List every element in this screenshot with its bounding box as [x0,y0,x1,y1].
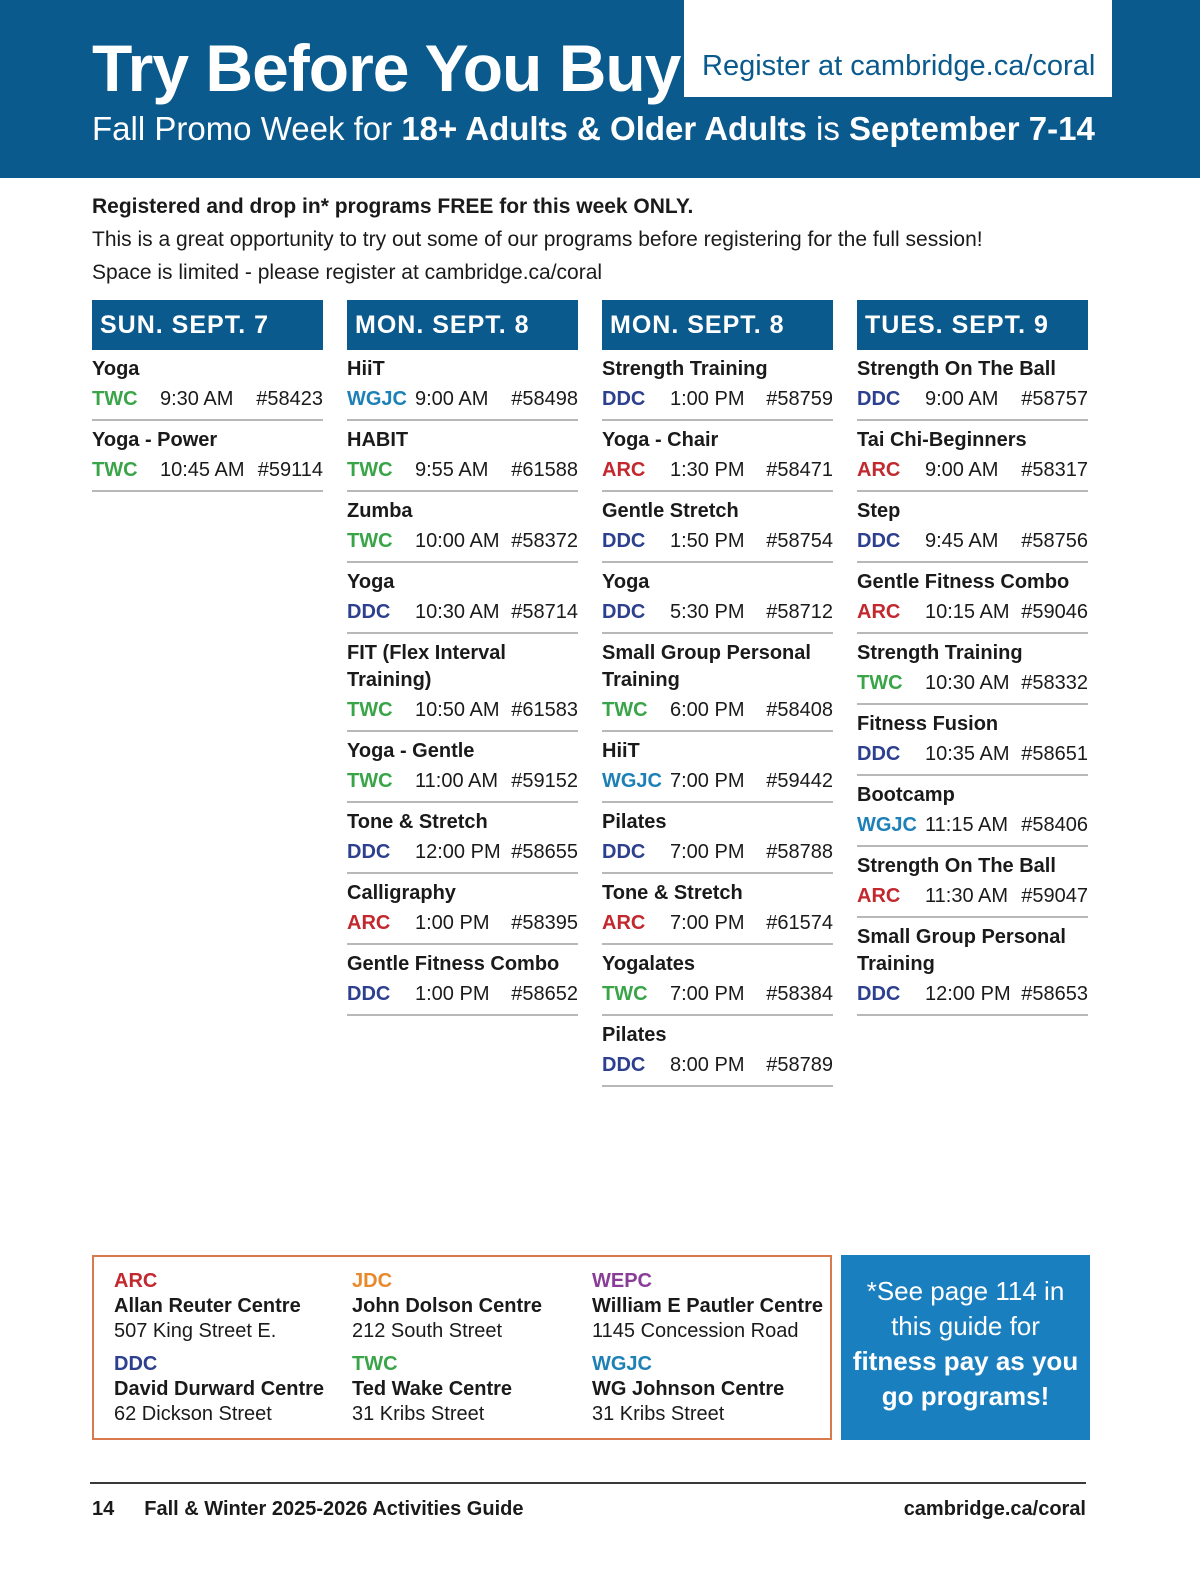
program-details [347,454,578,486]
program-location: TWC [347,530,393,552]
program-code: #59442 [766,770,833,792]
legend-entry [592,1352,784,1427]
program-location: ARC [347,912,391,934]
program-name: Pilates [602,811,667,833]
legend-address: 507 King Street E. [114,1320,277,1342]
program-code: #58408 [766,699,833,721]
program-name: Bootcamp [857,784,955,806]
program-time: 9:00 AM [415,388,489,410]
program-details [347,907,578,939]
program-time: 8:00 PM [670,1054,745,1076]
program-code: #58372 [511,530,578,552]
program-details [92,383,323,415]
program-code: #58332 [1021,672,1088,694]
program-location: TWC [92,388,138,410]
legend-name: David Durward Centre [114,1378,325,1400]
legend-abbr: DDC [114,1353,158,1375]
subtitle-connector: is [806,110,850,147]
program-location: ARC [857,885,901,907]
program-location: DDC [602,601,646,623]
legend-name: Ted Wake Centre [352,1378,513,1400]
program-location: ARC [857,601,901,623]
program-details [347,383,578,415]
program-details [602,525,833,557]
program-code: #59114 [257,459,323,481]
program-code: #58789 [766,1054,833,1076]
program-location: TWC [92,459,138,481]
subtitle-text: Fall Promo Week for [92,110,402,147]
program-item [602,1022,833,1087]
program-item [602,738,833,803]
program-time: 10:15 AM [925,601,1010,623]
program-details [602,978,833,1010]
program-name: Tai Chi-Beginners [857,429,1027,451]
program-location: DDC [857,983,901,1005]
program-code: #58788 [766,841,833,863]
program-item [857,569,1088,634]
legend-address: 62 Dickson Street [114,1403,272,1425]
program-time: 11:15 AM [925,814,1009,836]
program-name: Strength On The Ball [857,855,1056,877]
program-item [602,427,833,492]
program-time: 10:30 AM [415,601,500,623]
legend-address: 31 Kribs Street [592,1403,725,1425]
page-header [0,0,1200,178]
program-item [857,427,1088,492]
program-time: 1:00 PM [415,983,490,1005]
program-code: #58714 [511,601,578,623]
program-name: Yoga [347,571,395,593]
program-code: #58655 [511,841,578,863]
program-details [347,836,578,868]
program-location: DDC [347,841,391,863]
program-name: Tone & Stretch [347,811,488,833]
note-emphasis: go programs! [881,1381,1050,1411]
program-details [602,907,833,939]
program-code: #61574 [766,912,833,934]
day-header: SUN. SEPT. 7 [92,300,323,350]
program-code: #61583 [511,699,578,721]
program-item [602,809,833,874]
note-line: this guide for [891,1311,1040,1341]
program-details [602,596,833,628]
program-details [857,454,1088,486]
program-location: WGJC [347,388,407,410]
program-item [857,640,1088,705]
program-location: DDC [347,601,391,623]
day-header: TUES. SEPT. 9 [857,300,1088,350]
day-column [347,300,578,1016]
program-code: #58712 [766,601,833,623]
intro-headline: Registered and drop in* programs FREE for this week ONLY. [92,195,694,218]
program-location: ARC [602,459,646,481]
legend-entry [114,1352,324,1427]
program-code: #59046 [1021,601,1088,623]
program-location: DDC [602,530,646,552]
program-name: Small Group Personal Training [602,642,811,691]
program-location: TWC [347,459,393,481]
program-details [857,596,1088,628]
program-item [857,853,1088,918]
program-location: DDC [857,530,901,552]
day-header: MON. SEPT. 8 [602,300,833,350]
program-location: WGJC [602,770,662,792]
program-location: ARC [857,459,901,481]
program-location: DDC [347,983,391,1005]
program-item [92,356,323,421]
program-item [347,498,578,563]
program-time: 1:30 PM [670,459,745,481]
program-time: 10:45 AM [160,459,245,481]
legend-abbr: WEPC [592,1270,652,1292]
program-details [857,525,1088,557]
program-item [857,782,1088,847]
program-name: Calligraphy [347,882,456,904]
program-details [602,836,833,868]
program-details [857,738,1088,770]
program-location: DDC [857,743,901,765]
program-item [347,951,578,1016]
program-item [347,738,578,803]
program-item [602,640,833,732]
program-time: 1:50 PM [670,530,745,552]
program-item [347,640,578,732]
program-name: Gentle Stretch [602,500,739,522]
program-time: 9:30 AM [160,388,234,410]
program-name: Yogalates [602,953,695,975]
legend-address: 212 South Street [352,1320,503,1342]
program-time: 9:55 AM [415,459,489,481]
program-item [602,951,833,1016]
program-time: 11:00 AM [415,770,499,792]
program-name: FIT (Flex Interval Training) [347,642,506,691]
program-location: TWC [602,699,648,721]
legend-name: Allan Reuter Centre [114,1295,301,1317]
program-details [602,1049,833,1081]
program-item [92,427,323,492]
program-time: 5:30 PM [670,601,745,623]
page-number: 14 [92,1498,115,1520]
program-code: #58652 [511,983,578,1005]
register-box [684,0,1112,97]
program-details [347,978,578,1010]
legend-abbr: TWC [352,1353,398,1375]
program-name: HiiT [347,358,385,380]
day-header: MON. SEPT. 8 [347,300,578,350]
program-details [347,694,578,726]
day-column [857,300,1088,1016]
program-time: 7:00 PM [670,912,745,934]
program-name: Strength Training [602,358,768,380]
legend-name: John Dolson Centre [352,1295,543,1317]
register-link[interactable]: Register at cambridge.ca/coral [702,50,1096,82]
program-item [857,924,1088,1016]
program-item [602,880,833,945]
program-code: #58498 [511,388,578,410]
program-name: Yoga - Gentle [347,740,475,762]
program-time: 12:00 PM [415,841,501,863]
legend-abbr: JDC [352,1270,393,1292]
program-time: 12:00 PM [925,983,1011,1005]
day-column [92,300,323,492]
program-name: Gentle Fitness Combo [347,953,560,975]
program-name: Yoga - Power [92,429,218,451]
page-subtitle [92,110,1095,148]
program-time: 6:00 PM [670,699,745,721]
program-name: HABIT [347,429,409,451]
program-details [857,880,1088,912]
program-time: 10:35 AM [925,743,1010,765]
program-time: 7:00 PM [670,983,745,1005]
program-name: Strength Training [857,642,1023,664]
program-time: 10:30 AM [925,672,1010,694]
intro-description: This is a great opportunity to try out some of our programs before registering for the full session! [92,228,983,251]
program-name: Gentle Fitness Combo [857,571,1070,593]
program-time: 1:00 PM [670,388,745,410]
program-item [347,569,578,634]
program-details [602,765,833,797]
program-location: WGJC [857,814,917,836]
legend-name: William E Pautler Centre [592,1295,823,1317]
program-code: #58395 [511,912,578,934]
subtitle-audience: 18+ Adults & Older Adults [401,110,807,147]
program-location: TWC [347,699,393,721]
program-details [347,596,578,628]
program-details [347,765,578,797]
pay-as-you-go-note [841,1255,1090,1440]
program-item [347,427,578,492]
program-location: DDC [602,388,646,410]
program-name: Yoga [92,358,140,380]
page-title: Try Before You Buy [92,31,681,105]
program-name: Yoga [602,571,650,593]
legend-abbr: ARC [114,1270,158,1292]
program-time: 7:00 PM [670,841,745,863]
legend-entry [352,1269,542,1344]
guide-title: Fall & Winter 2025-2026 Activities Guide [144,1498,524,1520]
note-line: *See page 114 in [866,1276,1065,1306]
program-item [602,356,833,421]
program-location: TWC [347,770,393,792]
program-code: #59047 [1021,885,1088,907]
program-name: Strength On The Ball [857,358,1056,380]
program-item [602,569,833,634]
program-time: 10:00 AM [415,530,500,552]
program-code: #58653 [1021,983,1088,1005]
footer-left [92,1498,523,1521]
legend-address: 1145 Concession Road [592,1320,799,1342]
program-item [347,880,578,945]
program-code: #61588 [511,459,578,481]
program-name: Zumba [347,500,413,522]
program-details [857,383,1088,415]
program-code: #58651 [1021,743,1088,765]
program-item [857,356,1088,421]
program-details [857,667,1088,699]
intro-text [92,190,1092,289]
program-item [347,809,578,874]
footer-url[interactable]: cambridge.ca/coral [903,1498,1086,1520]
program-details [602,383,833,415]
program-details [602,454,833,486]
program-details [92,454,323,486]
program-time: 9:00 AM [925,388,999,410]
legend-entry [592,1269,823,1344]
footer-divider [90,1482,1086,1484]
program-name: Step [857,500,901,522]
program-item [857,498,1088,563]
legend-name: WG Johnson Centre [592,1378,785,1400]
legend-entry [114,1269,301,1344]
program-code: #58423 [256,388,323,410]
subtitle-dates: September 7-14 [849,110,1095,147]
program-details [347,525,578,557]
program-location: DDC [602,841,646,863]
note-emphasis: fitness pay as you [852,1346,1079,1376]
program-location: TWC [602,983,648,1005]
program-name: Tone & Stretch [602,882,743,904]
program-location: TWC [857,672,903,694]
program-details [602,694,833,726]
legend-address: 31 Kribs Street [352,1403,485,1425]
day-column [602,300,833,1087]
program-code: #58757 [1021,388,1088,410]
program-time: 9:45 AM [925,530,999,552]
program-code: #58384 [766,983,833,1005]
program-item [347,356,578,421]
location-legend [92,1255,832,1440]
program-code: #58317 [1021,459,1088,481]
program-code: #58754 [766,530,833,552]
program-time: 1:00 PM [415,912,490,934]
program-time: 7:00 PM [670,770,745,792]
program-code: #58756 [1021,530,1088,552]
program-details [857,809,1088,841]
program-time: 11:30 AM [925,885,1009,907]
program-item [602,498,833,563]
legend-entry [352,1352,512,1427]
program-name: Yoga - Chair [602,429,719,451]
program-code: #58406 [1021,814,1088,836]
intro-note: Space is limited - please register at cambridge.ca/coral [92,261,603,284]
program-location: DDC [602,1054,646,1076]
program-name: HiiT [602,740,640,762]
program-details [857,978,1088,1010]
program-code: #59152 [511,770,578,792]
program-location: DDC [857,388,901,410]
program-code: #58759 [766,388,833,410]
program-code: #58471 [766,459,833,481]
program-item [857,711,1088,776]
program-name: Pilates [602,1024,667,1046]
legend-abbr: WGJC [592,1353,652,1375]
program-time: 9:00 AM [925,459,999,481]
program-name: Fitness Fusion [857,713,999,735]
program-name: Small Group Personal Training [857,926,1066,975]
program-location: ARC [602,912,646,934]
program-time: 10:50 AM [415,699,500,721]
